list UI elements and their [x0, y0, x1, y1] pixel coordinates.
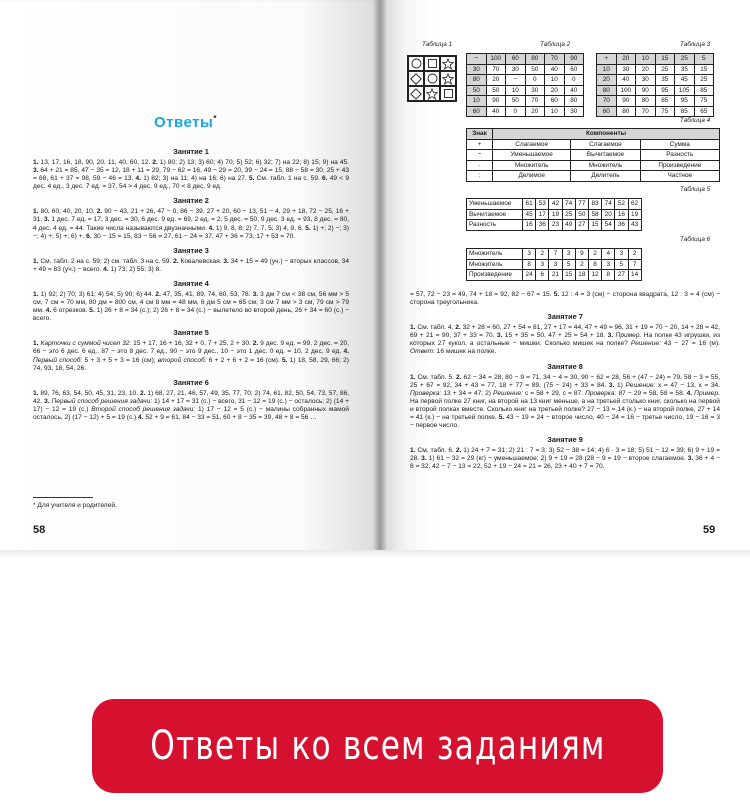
table4-caption: Таблица 4 — [680, 117, 711, 124]
answers-title: Ответы* — [154, 114, 217, 131]
left-answers-column — [33, 142, 349, 422]
diamond-icon — [408, 71, 424, 86]
table-cell: 19 — [549, 209, 562, 220]
table-cell: 8 — [523, 259, 536, 270]
table-cell: 36 — [536, 220, 549, 231]
table-cell: : — [467, 171, 493, 182]
table-cell: 8 — [602, 270, 615, 281]
table-row — [597, 75, 714, 86]
section-body: 1. 13, 17, 16, 18, 90, 20, 11, 40, 60, 12. 2. 1) 80; 2) 13; 3) 60; 4) 70; 5) 52; 6) 32; 7) на 22; 8) 15; 9) на 45. 3. 64 + 21 = 85, 47 − 35 = 12, 18 + 11 = 29, 79 − 62 = 16, 49 − 29 = 20, 39 − 24 = 15, 88 − 58 = 30, 25 + 43 = 68, 61 + 37 = 98, 59 − 46 = 13. 4. 1) 82; 3) на 11; 4) на 16; 6) на 27. 5. См. табл. 1 на с. 59. 6. 49 < 9 дес. 4 ед., 3 дес. 7 ед. = 37, 54 > 4 дес. 9 ед., 70 < 8 дес. 9 ед. — [33, 159, 349, 191]
table-cell: Разность — [640, 150, 719, 161]
table-cell: 0 — [525, 75, 545, 86]
table-cell: Вычитаемое — [571, 150, 640, 161]
table-row-label: Вычитаемое — [467, 209, 523, 220]
table-cell: 25 — [655, 64, 675, 75]
table-cell: 3 — [549, 259, 562, 270]
table-cell: 17 — [536, 209, 549, 220]
table-cell: 16 — [523, 220, 536, 231]
table-cell: 60 — [597, 106, 617, 117]
table-row-label: Разность — [467, 220, 523, 231]
table-cell: 52 — [615, 199, 628, 210]
section-title: Занятие 1 — [173, 147, 209, 156]
table5-caption: Таблица 5 — [680, 186, 711, 193]
table-cell: 14 — [628, 270, 641, 281]
table-cell: 100 — [486, 54, 506, 65]
table-cell: 3 — [602, 259, 615, 270]
table-cell: 5 — [615, 259, 628, 270]
table-cell: 18 — [575, 270, 588, 281]
table-cell: 40 — [616, 75, 636, 86]
table-cell: 70 — [597, 96, 617, 107]
table-cell: Делимое — [493, 171, 571, 182]
table5 — [466, 198, 642, 231]
table-row — [597, 106, 714, 117]
table-header-row — [467, 129, 720, 140]
section-body: 1. 80, 60, 40, 20, 10. 2. 90 − 43, 21 + 26, 47 − 0, 86 − 39, 27 + 20, 60 − 13, 51 − 4, 29 + 18, 72 − 25, 16 + 31. 3. 1 дес. 7 ед. = 17, 3 дес. = 30, 6 дес. 9 ед. = 69, 2 ед. = 2, 5 дес. = 50, 9 дес. 3 ед. = 93, 8 дес. = 80, 4 дес. 4 ед. = 44. Такие числа называются двузначными. 4. 1) 9, 8, 8; 2) 7, 7, 5; 3) 4, 9, 6. 5. 1) +; 2) −; 3) −; 4) +; 5) +; 6) +. 6. 30 − 15 = 15, 83 − 56 = 27, 61 − 24 = 37, 47 + 36 = 73, 17 + 53 = 70. — [33, 208, 350, 240]
table-cell: + — [597, 54, 617, 65]
promo-banner — [92, 699, 663, 793]
table-cell: 62 — [628, 199, 641, 210]
table-cell: 45 — [523, 209, 536, 220]
table-cell: 70 — [525, 96, 545, 107]
table-cell: 70 — [486, 64, 506, 75]
table-cell: 40 — [486, 106, 506, 117]
table-cell: Уменьшаемое — [493, 150, 571, 161]
table-cell: 0 — [506, 106, 526, 117]
table-cell: 77 — [575, 199, 588, 210]
table-cell: 50 — [486, 85, 506, 96]
table-cell: 85 — [655, 96, 675, 107]
table-cell: 24 — [523, 270, 536, 281]
table-cell: 20 — [616, 54, 636, 65]
table1-shapes — [407, 55, 457, 102]
table-cell: Частное — [640, 171, 719, 182]
table-cell: 20 — [597, 75, 617, 86]
table-row — [467, 54, 584, 65]
table-cell: 90 — [616, 96, 636, 107]
table-cell: 40 — [564, 85, 584, 96]
table-header-cell: Компоненты — [493, 129, 720, 140]
section-title: Занятие 9 — [547, 435, 583, 445]
table-cell: 20 — [525, 106, 545, 117]
table-cell: 30 — [564, 106, 584, 117]
table-cell: 10 — [636, 54, 656, 65]
table-row — [597, 54, 714, 65]
table-cell: + — [467, 139, 493, 150]
table-cell: 80 — [525, 54, 545, 65]
table6-caption: Таблица 6 — [680, 236, 711, 243]
circle-icon — [424, 71, 440, 86]
table-row — [467, 160, 720, 171]
table-cell: 25 — [694, 75, 714, 86]
table-cell: 70 — [636, 106, 656, 117]
table-cell: 40 — [545, 64, 565, 75]
table-row — [467, 270, 642, 281]
table-row — [467, 171, 720, 182]
table-cell: 15 — [694, 64, 714, 75]
table-cell: 80 — [597, 85, 617, 96]
table-cell: 12 — [588, 270, 601, 281]
table1-caption: Таблица 1 — [422, 41, 453, 48]
table-cell: 75 — [655, 106, 675, 117]
table-row — [467, 75, 584, 86]
table-cell: 90 — [564, 54, 584, 65]
circle-icon — [408, 56, 424, 71]
table-cell: 45 — [675, 75, 695, 86]
table-row — [467, 259, 642, 270]
table-cell: 15 — [655, 54, 675, 65]
table-cell: 19 — [628, 209, 641, 220]
section-body: 1. См. табл. 2 на с. 59; 2) см. табл. 3 на с. 59. 2. Ковалевская. 3. 34 + 15 = 49 (уч.) − вторых классов, 34 + 49 = 83 (уч.) − всего. 4. 1) 73; 2) 55; 3) 8. — [33, 257, 350, 273]
table-cell: 80 — [636, 96, 656, 107]
table-cell: 5 — [694, 54, 714, 65]
table-cell: 3 — [536, 259, 549, 270]
table-cell: 49 — [562, 220, 575, 231]
table-cell: 74 — [602, 199, 615, 210]
table-cell: 10 — [597, 64, 617, 75]
table-cell: 83 — [588, 199, 601, 210]
table-cell: 3 — [523, 249, 536, 260]
table-cell: 80 — [564, 96, 584, 107]
table-cell: 50 — [525, 64, 545, 75]
table-cell: 25 — [562, 209, 575, 220]
table-cell: 36 — [615, 220, 628, 231]
diamond-icon — [408, 86, 424, 101]
table-cell: 85 — [675, 106, 695, 117]
table-cell: 74 — [562, 199, 575, 210]
table-row — [597, 64, 714, 75]
star-icon — [424, 86, 440, 101]
table-cell: 70 — [545, 54, 565, 65]
table-row — [467, 209, 642, 220]
table-row — [467, 249, 642, 260]
table-cell: − — [467, 54, 487, 65]
table-cell: · — [467, 160, 493, 171]
section-title: Занятие 7 — [547, 312, 583, 322]
section-title: Занятие 3 — [173, 245, 209, 255]
section-body: 1. 89, 76, 63, 54, 50, 45, 31, 23, 10. 2. 1) 68, 27, 21, 46, 57, 49, 35, 77, 70; 2) 74, 61, 82, 50, 54, 73, 57, 86, 42. 3. Первый способ решения задачи: 1) 14 + 17 = 31 (с.) − всего, 31 − 12 = 19 (с.) − осталось; 2) (14 + 17) − 12 = 19 (с.) Второй способ решения задачи: 1) 17 − 12 = 5 (с.) − малины собранных мамой осталось, 2) (17 − 12) + 5 = 19 (с.) 4. 52 + 9 = 61, 84 − 33 = 51, 60 + 8 − 35 = 39, 48 + 8 = 56 … — [33, 389, 350, 421]
table-cell: 80 — [467, 75, 487, 86]
table-cell: 7 — [628, 259, 641, 270]
section-body: 1. См. табл. 4. 2. 32 + 28 = 60, 27 + 54 = 81, 27 + 17 = 44, 47 + 49 = 96, 31 + 19 = 70 − 20, 14 + 28 = 42, 69 + 21 = 90, 37 + 33 = 70. 3. 15 + 35 = 50, 47 + 25 = 54 + 18. 3. Пример. На полке 43 игрушки, из которых 27 кукол, а остальные − мишки. Сколько мишек на полке? Решение: 43 − 27 = 16 (м). Ответ: 16 мишек на полке. — [410, 324, 720, 356]
table-cell: 35 — [655, 75, 675, 86]
table6 — [466, 248, 642, 281]
table-cell: 90 — [636, 85, 656, 96]
table-cell: 0 — [564, 75, 584, 86]
page-number-right: 59 — [703, 524, 716, 536]
table-cell: 35 — [675, 64, 695, 75]
table-row — [467, 220, 642, 231]
table-cell: 54 — [602, 220, 615, 231]
table-cell: 2 — [575, 259, 588, 270]
table-cell: 4 — [602, 249, 615, 260]
table-cell: 85 — [694, 85, 714, 96]
table-header-cell: Знак — [467, 129, 493, 140]
table-cell: 53 — [536, 199, 549, 210]
square-icon — [440, 86, 456, 101]
table-cell: 10 — [467, 96, 487, 107]
table-cell: 60 — [564, 64, 584, 75]
table-cell: 61 — [523, 199, 536, 210]
table2 — [466, 53, 584, 117]
continued-text: = 57, 72 − 23 = 49, 74 + 18 = 92, 82 − 67 = 15. 5. 12 : 4 = 3 (см) − сторона квадрата, 12 : 3 = 4 (см) − сторона треугольника. — [410, 291, 720, 307]
table-cell: 20 — [602, 209, 615, 220]
page-bottom-edge — [0, 550, 750, 558]
table-row — [467, 96, 584, 107]
star-icon — [440, 56, 456, 71]
table3-caption: Таблица 3 — [680, 41, 711, 48]
table-cell: 30 — [525, 85, 545, 96]
table-cell: 27 — [575, 220, 588, 231]
banner-text: Ответы ко всем заданиям — [149, 723, 606, 769]
table-cell: 2 — [536, 249, 549, 260]
table-row — [597, 96, 714, 107]
table-cell: 5 — [562, 259, 575, 270]
table-row — [597, 85, 714, 96]
table-row — [467, 199, 642, 210]
table-cell: 50 — [506, 96, 526, 107]
table-cell: Слагаемое — [493, 139, 571, 150]
table3 — [596, 53, 714, 117]
table-cell: 2 — [588, 249, 601, 260]
table-cell: 3 — [615, 249, 628, 260]
table-row — [467, 150, 720, 161]
table-row-label: Множитель — [467, 249, 523, 260]
table-row — [467, 106, 584, 117]
table-cell: 95 — [675, 96, 695, 107]
table-cell: 9 — [575, 249, 588, 260]
square-icon — [424, 56, 440, 71]
table-cell: 10 — [506, 85, 526, 96]
table-cell: 80 — [616, 106, 636, 117]
right-answers-column — [410, 291, 720, 472]
section-title: Занятие 2 — [173, 196, 209, 206]
table-cell: 95 — [655, 85, 675, 96]
table-row — [467, 85, 584, 96]
section-body: 1. 1) 92; 2) 70; 3) 61; 4) 54; 5) 90; 6) 44. 2. 47, 35, 41, 89, 74, 60, 53, 78. 3. 3 дм 7 см < 38 см, 56 мм > 5 см, 7 см = 70 мм, 80 дм = 800 см, 4 см 8 мм = 48 мм, 6 дм 5 см = 65 см, 3 см 7 мм > 3 см, 79 см > 79 мм. 4. 6 отрезков. 5. 1) 26 + 8 = 34 (с.); 2) 26 + 8 = 34 (с.) − вылетело во второй день, 26 + 34 = 60 (с.) − всего. — [33, 290, 349, 323]
table-cell: 90 — [486, 96, 506, 107]
page-number-left: 58 — [33, 524, 46, 536]
table-cell: 20 — [486, 75, 506, 86]
table-cell: − — [506, 75, 526, 86]
table-cell: 10 — [545, 75, 565, 86]
table-row — [467, 139, 720, 150]
star-icon — [440, 71, 456, 86]
table-cell: 20 — [636, 64, 656, 75]
table-cell: Делитель — [571, 171, 640, 182]
table-cell: 50 — [467, 85, 487, 96]
footnote-divider — [33, 497, 93, 498]
table-cell: 50 — [575, 209, 588, 220]
table-cell: Слагаемое — [571, 139, 640, 150]
table-cell: 60 — [545, 96, 565, 107]
section-title: Занятие 5 — [173, 328, 209, 338]
table-cell: 58 — [588, 209, 601, 220]
section-title: Занятие 4 — [173, 278, 209, 288]
table-cell: Множитель — [493, 160, 571, 171]
table-row-label: Произведение — [467, 270, 523, 281]
table4 — [466, 128, 720, 182]
table-cell: Множитель — [571, 160, 640, 171]
table-cell: 100 — [616, 85, 636, 96]
table-cell: 30 — [616, 64, 636, 75]
table-cell: 75 — [694, 96, 714, 107]
table-cell: 30 — [467, 64, 487, 75]
table-cell: 27 — [615, 270, 628, 281]
footnote: * Для учителя и родителей. — [33, 502, 117, 509]
table2-caption: Таблица 2 — [540, 41, 571, 48]
table-cell: 25 — [675, 54, 695, 65]
table-cell: 21 — [549, 270, 562, 281]
table-cell: 15 — [588, 220, 601, 231]
table-row — [467, 64, 584, 75]
table-cell: 105 — [675, 85, 695, 96]
table-cell: 65 — [694, 106, 714, 117]
table-cell: 23 — [549, 220, 562, 231]
table-cell: 7 — [549, 249, 562, 260]
table-cell: 2 — [628, 249, 641, 260]
table-row-label: Уменьшаемое — [467, 199, 523, 210]
section-title: Занятие 6 — [173, 377, 209, 387]
table-cell: 30 — [506, 64, 526, 75]
book-spine — [374, 0, 386, 556]
table-cell: Сумма — [640, 139, 719, 150]
section-body: 1. См. табл. 5. 2. 62 − 34 = 28, 80 − 9 = 71, 34 − 4 = 30, 90 − 62 = 28, 56 + (47 − 24) = 79, 58 − 3 = 55, 25 + 67 = 92, 34 + 43 = 77, 18 + 77 = 89, (75 − 24) + 33 = 84. 3. 1) Решение: х = 47 − 13, х = 34. Проверка: 13 + 34 = 47; 2) Решение: с = 58 + 29, с = 87. Проверка: 87 − 29 = 58, 58 = 58. 4. Пример. На первой полке 27 книг, на второй на 13 книг меньше, а на третьей столько книг, сколько на первой и второй полках вместе. Сколько книг на третьей полке? 27 − 13 = 14 (к.) − на второй полке, 27 + 14 = 41 (к.) − на третьей полке. 5. 43 − 19 = 24 − второе число, 40 − 24 = 16 − третье число, 19 − 16 = 3 − первое число. — [410, 373, 720, 430]
table-cell: 30 — [636, 75, 656, 86]
table-cell: 60 — [467, 106, 487, 117]
section-title: Занятие 8 — [547, 361, 583, 371]
table-cell: 3 — [562, 249, 575, 260]
table-cell: 20 — [545, 85, 565, 96]
table-cell: 8 — [588, 259, 601, 270]
table-cell: 10 — [545, 106, 565, 117]
table-cell: 60 — [506, 54, 526, 65]
table-cell: 16 — [615, 209, 628, 220]
table-row-label: Множитель — [467, 259, 523, 270]
table-cell: 6 — [536, 270, 549, 281]
section-body: 1. Карточки с суммой чисел 32: 15 + 17, 16 + 16, 32 + 0, 7 + 25, 2 + 30. 2. 9 дес. 9 ед. = 99, 2 дес. = 20, 66 − это 6 дес. 6 ед., 87 − это 8 дес. 7 ед., 90 − это 9 дес., 10 − это 1 дес. 0 ед. = 10, 2 дес. 9 ед. 4. Первый способ: 5 + 3 + 5 + 3 = 16 (см); второй способ: 6 + 2 + 6 + 2 = 16 (см). 5. 1) 18, 58, 29, 66; 2) 74, 93, 18, 54, 26. — [33, 340, 349, 372]
table-cell: Произведение — [640, 160, 719, 171]
section-body: 1. См. табл. 6. 2. 1) 24 + 7 = 31; 2) 21 : 7 = 3; 3) 52 − 38 = 14; 4) 6 · 3 = 18; 5) 51 − 12 = 39; 6) 9 + 19 = 28. 3. 1) 61 − 32 = 29 (кг) − уменьшаемое; 2) 9 + 19 = 28 (28 − 9 = 19 − второе слагаемое. 3. 36 + 4 − 8 = 32, 42 − 7 − 13 = 22, 52 + 19 − 24 = 21 = 26, 23 + 40 + 7 = 70. — [410, 447, 721, 471]
table-cell: 42 — [549, 199, 562, 210]
table-cell: 15 — [562, 270, 575, 281]
table-cell: 43 — [628, 220, 641, 231]
table-cell: − — [467, 150, 493, 161]
